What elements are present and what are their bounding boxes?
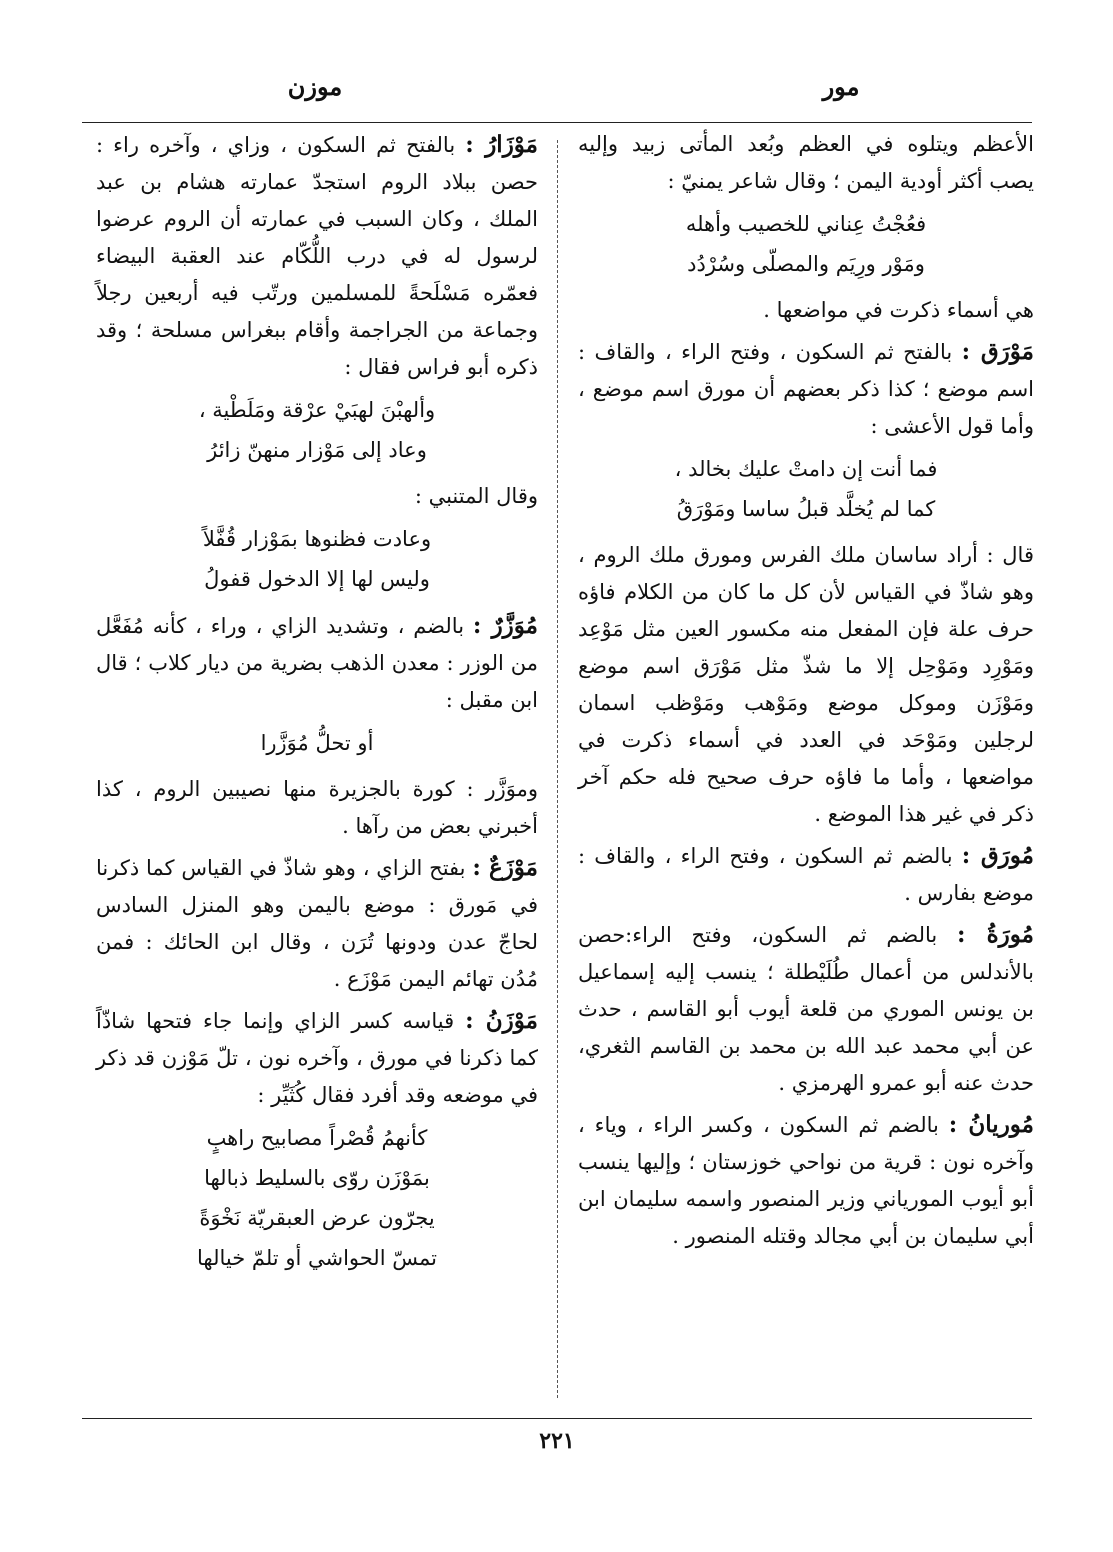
verse-line: وألهبْنَ لهبَيْ عرْقة ومَلَطْية ، bbox=[198, 398, 436, 422]
verse-line: فما أنت إن دامتْ عليك بخالد ، bbox=[674, 457, 938, 481]
headword: مَوْزَارُ : bbox=[465, 131, 539, 158]
verse bbox=[96, 723, 538, 763]
verse bbox=[96, 390, 538, 470]
entry-text: بفتح الزاي ، وهو شاذّ في القياس كما ذكرنا في مَورق : موضع باليمن وهو المنزل السادس لحاجّ عدن ودونها تُرَن ، وقال ابن الحائك : فمن مُدُن تهائم اليمن مَوْزَع . bbox=[96, 856, 538, 991]
verse-line: وعادت فظنوها بمَوْزار قُفَّلاً bbox=[202, 527, 432, 551]
paragraph: وموَزَّر : كورة بالجزيرة منها نصيبين الروم ، كذا أخبرني بعض من رآها . bbox=[96, 777, 538, 838]
entry-murah bbox=[578, 916, 1034, 1102]
verse-line: كما لم يُخلَّد قبلُ ساسا ومَوْرَقُ bbox=[676, 497, 936, 521]
running-header-left: موزن bbox=[287, 72, 343, 101]
entry-mawraq bbox=[578, 333, 1034, 445]
verse-line: وعاد إلى مَوْزار منهنّ زائرُ bbox=[207, 438, 427, 462]
continuation-paragraph: الأعظم ويتلوه في العظم وبُعد المأتى زبيد وإليه يصب أكثر أودية اليمن ؛ وقال شاعر يمنيّ : bbox=[578, 132, 1034, 193]
headword: مُوريانُ : bbox=[948, 1111, 1034, 1138]
entry-text: قياسه كسر الزاي وإنما جاء فتحها شاذّاً كما ذكرنا في مورق ، وآخره نون ، تلّ مَوْزن قد ذكر في موضعه وقد أفرد فقال كُثَيِّر : bbox=[96, 1009, 538, 1107]
verse-line: فعُجْتُ عِناني للخصيب وأهله bbox=[685, 212, 927, 236]
entry-text: بالضم ، وتشديد الزاي ، وراء ، كأنه مُفَعَّل من الوزر : معدن الذهب بضرية من ديار كلاب ؛ قال ابن مقبل : bbox=[96, 614, 538, 712]
right-column bbox=[578, 126, 1034, 1259]
entry-mawzan bbox=[96, 1002, 538, 1114]
entry-text: بالضم ثم السكون، وفتح الراء:حصن بالأندلس من أعمال طُلَيْطلة ؛ ينسب إليه إسماعيل بن يونس الموري من قلعة أيوب أبو القاسم ، حدث عن أبي محمد عبد الله بن محمد بن القاسم الثغري، حدث عنه أبو عمرو الهرمزي . bbox=[578, 923, 1034, 1095]
entry-text: بالفتح ثم السكون ، وزاي ، وآخره راء : حصن ببلاد الروم استجدّ عمارته هشام بن عبد الملك ، وكان السبب في عمارته أن الروم عرضوا لرسول له في درب اللُّكّام عند العقبة البيضاء فعمّره مَسْلَحةً للمسلمين ورتّب فيه أربعين رجلاً وجماعة من الجراجمة وأقام ببغراس مسلحة ؛ وقد ذكره أبو فراس فقال : bbox=[96, 133, 538, 379]
entry-text: بالضم ثم السكون ، وفتح الراء ، والقاف : موضع بفارس . bbox=[578, 844, 1034, 905]
entry-muraq bbox=[578, 837, 1034, 912]
column-divider bbox=[557, 140, 558, 1398]
running-header-right: مور bbox=[822, 72, 860, 101]
verse-line: وليس لها إلا الدخول قفولُ bbox=[204, 567, 430, 591]
paragraph: وقال المتنبي : bbox=[414, 484, 538, 508]
entry-muwazzar bbox=[96, 607, 538, 719]
headword: مَوْزَعٌ : bbox=[472, 854, 538, 881]
footer-rule bbox=[82, 1418, 1032, 1419]
verse-line: تمسّ الحواشي أو تلمّ خيالها bbox=[197, 1246, 437, 1270]
verse-line: ومَوْر ورِيَم والمصلّى وسُرْدُد bbox=[687, 252, 925, 276]
header-rule bbox=[82, 122, 1032, 123]
verse bbox=[96, 519, 538, 599]
headword: مَوْرَق : bbox=[961, 338, 1034, 365]
verse-line: يجرّون عرض العبقريّة نَخْوَةً bbox=[199, 1206, 435, 1230]
verse-line: كأنهمُ قُصْراً مصابيح راهبٍ bbox=[206, 1126, 428, 1150]
verse bbox=[96, 1118, 538, 1278]
headword: مُوَزَّرٌ : bbox=[472, 612, 538, 639]
paragraph: هي أسماء ذكرت في مواضعها . bbox=[763, 298, 1034, 322]
entry-text: بالفتح ثم السكون ، وفتح الراء ، والقاف : اسم موضع ؛ كذا ذكر بعضهم أن مورق اسم موضع ، وأما قول الأعشى : bbox=[578, 340, 1034, 438]
entry-mawzar bbox=[96, 126, 538, 386]
headword: مَوْزَنُ : bbox=[465, 1007, 538, 1034]
verse-line: بمَوْزَن روّى بالسليط ذبالها bbox=[204, 1166, 430, 1190]
entry-muryan bbox=[578, 1106, 1034, 1255]
paragraph: قال : أراد ساسان ملك الفرس ومورق ملك الروم ، وهو شاذّ في القياس لأن كل ما كان من الكلام فاؤه حرف علة فإن المفعل منه مكسور العين مثل مَوْعِد ومَوْرِد ومَوْحِل إلا ما شذّ مثل مَوْرَق اسم موضع ومَوْزَن وموكل موضع ومَوْهب ومَوْظب اسمان لرجلين ومَوْحَد في العدد في أسماء ذكرت في مواضعها ، وأما ما فاؤه حرف صحيح فله حكم آخر ذكر في غير هذا الموضع . bbox=[578, 543, 1034, 826]
verse bbox=[578, 449, 1034, 529]
verse-line: أو تحلُّ مُوَزَّرا bbox=[260, 731, 374, 755]
verse bbox=[578, 204, 1034, 284]
entry-text: بالضم ثم السكون ، وكسر الراء ، وياء ، وآخره نون : قرية من نواحي خوزستان ؛ وإليها ينسب أبو أيوب المورياني وزير المنصور واسمه سليمان ابن أبي سليمان بن أبي مجالد وقتله المنصور . bbox=[578, 1113, 1034, 1248]
page-number: ٢٢١ bbox=[539, 1428, 575, 1454]
headword: مُورَق : bbox=[961, 842, 1034, 869]
entry-mawza bbox=[96, 849, 538, 998]
left-column bbox=[96, 126, 538, 1286]
headword: مُورَةُ : bbox=[957, 921, 1034, 948]
